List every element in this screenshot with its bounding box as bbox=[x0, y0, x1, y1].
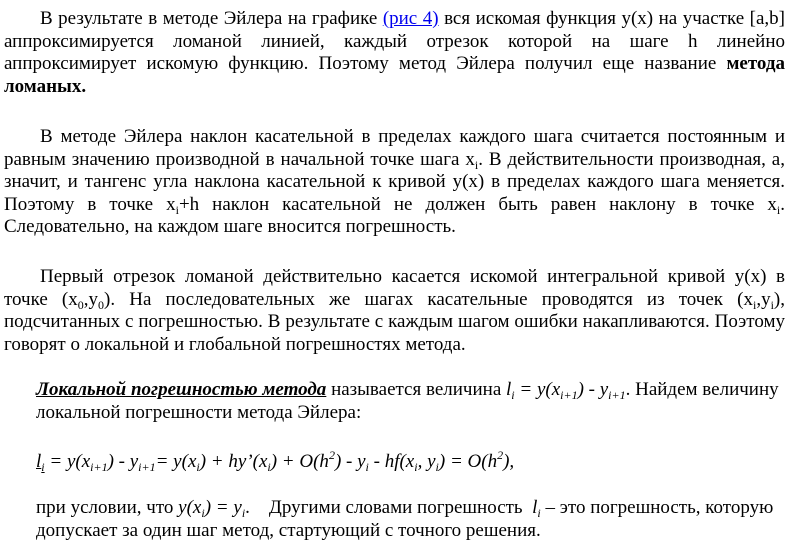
paragraph-text: – это погрешность, которую допускает за один шаг метод, стартующий с точного решения. bbox=[36, 497, 774, 541]
subscript: i bbox=[474, 157, 479, 172]
subscript: i bbox=[770, 297, 774, 312]
paragraph-text: вся искомая функция y(x) на участке [a,b] аппроксимируется ломаной линией, каждый отрезок которой на шаге h линейно аппроксимирует искомую функцию. Поэтому метод Эйлера получил еще название bbox=[4, 8, 785, 74]
figure-4-link[interactable]: (рис 4) bbox=[382, 8, 439, 29]
local-error-symbol: $l_i$ bbox=[532, 497, 541, 520]
paragraph-slope-error bbox=[4, 126, 785, 239]
bold-term: метода ломаных. bbox=[4, 53, 785, 97]
paragraph-text: Найдем величину локальной погрешности метода Эйлера: bbox=[36, 379, 779, 423]
subscript: i bbox=[776, 202, 781, 217]
subscript: i bbox=[175, 202, 179, 217]
paragraph-text: В методе Эйлера наклон касательной в пределах каждого шага считается постоянным и равным значению производной в начальной точке шага x bbox=[4, 126, 785, 170]
subscript: 0 bbox=[98, 297, 105, 312]
paragraph-text: ,y bbox=[756, 288, 771, 310]
paragraph-text: . bbox=[245, 497, 250, 518]
condition-expression: $y(x_i) = y_i$ bbox=[178, 497, 246, 520]
condition-paragraph bbox=[36, 496, 781, 542]
paragraph-text: при условии, что bbox=[36, 497, 179, 518]
definition-expression: $l_i = y(x_{i+1}) - y_{i+1}$ bbox=[506, 379, 626, 402]
paragraph-text: . bbox=[625, 379, 631, 400]
paragraph-text: +h наклон касательной не должен быть равен наклону в точке x bbox=[178, 193, 777, 215]
paragraph-text: . Следовательно, на каждом шаге вносится погрешность. bbox=[4, 193, 785, 237]
paragraph-text: ). На последовательных же шагах касательные проводятся из точек (x bbox=[104, 288, 753, 310]
subscript: 0 bbox=[77, 297, 84, 312]
paragraph-text: ), подсчитанных с погрешностью. В результате с каждым шагом ошибки накапливаются. Поэтому говорят о локальной и глобальной погрешностях метода. bbox=[4, 288, 785, 355]
paragraph-text: В результате в методе Эйлера на графике bbox=[40, 8, 383, 29]
local-error-formula: $l_i = y(x_{i+1}) - y_{i+1}= y(x_i)$ + $hy’(x_i) + O(h^2) - y_i - hf(x_i$, $y_i) = O(h^2)$, bbox=[36, 448, 515, 474]
paragraph-text: называется величина bbox=[326, 379, 506, 400]
paragraph-text: . В действительности производная, а, значит, и тангенс угла наклона касательной к кривой y(x) в пределах каждого шага меняется. Поэтому в точке x bbox=[4, 148, 785, 215]
paragraph-text: Первый отрезок ломаной действительно касается искомой интегральной кривой y(x) в точке (x bbox=[4, 266, 785, 310]
paragraph-error-accumulation bbox=[4, 266, 785, 356]
subscript: i bbox=[752, 297, 757, 312]
local-error-definition bbox=[36, 378, 781, 424]
paragraph-text: ,y bbox=[83, 288, 99, 310]
paragraph-text: Другими словами погрешность bbox=[249, 497, 533, 518]
defined-term: Локальной погрешностью метода bbox=[36, 379, 327, 400]
paragraph-polyline-method bbox=[4, 8, 785, 98]
